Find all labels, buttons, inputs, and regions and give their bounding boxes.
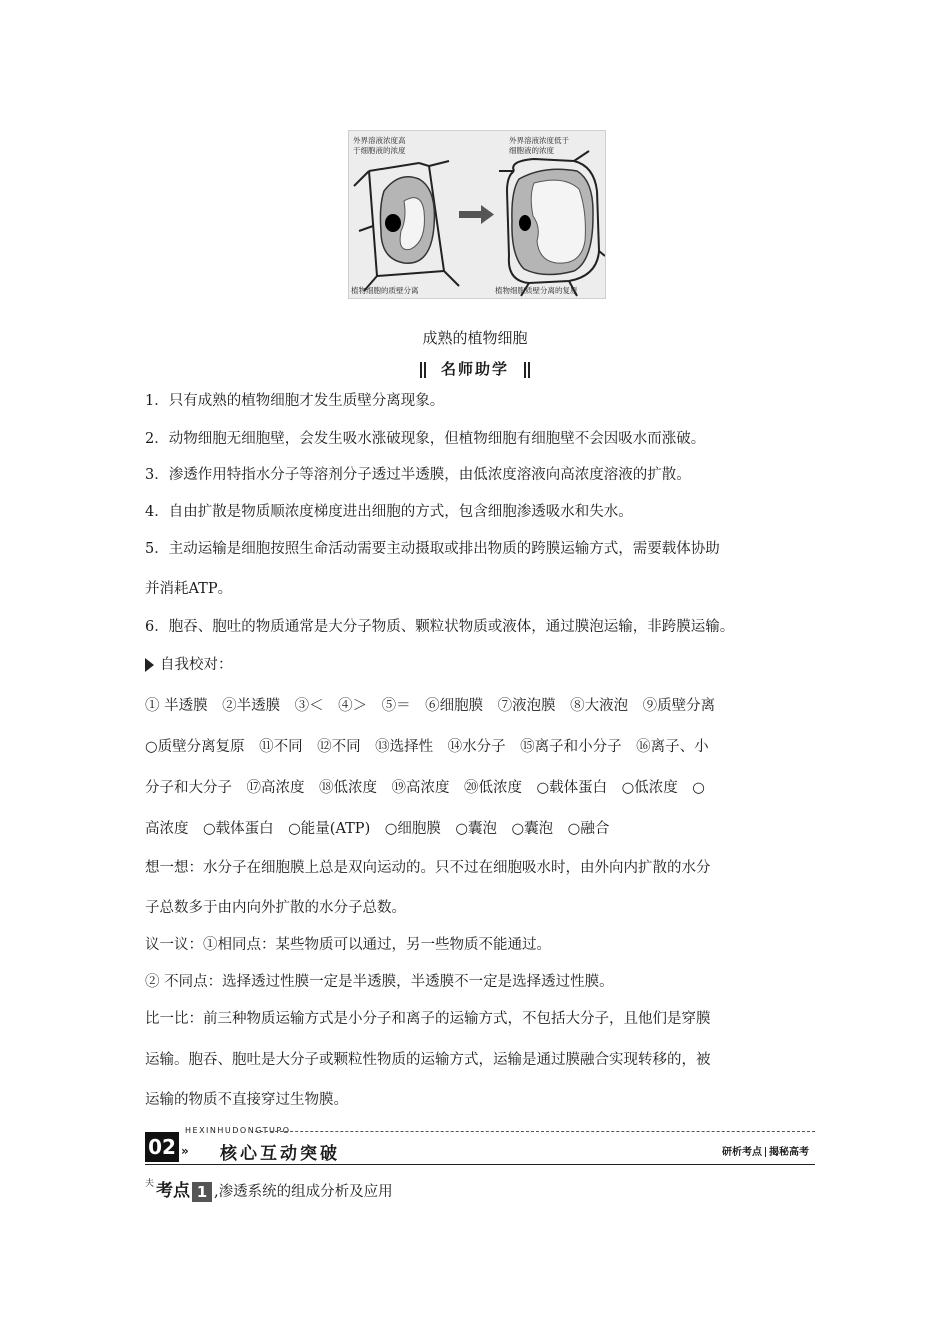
exam-point-heading xyxy=(145,1176,393,1202)
right-bottom-label: 植物细胞质壁分离的复原 xyxy=(495,286,578,295)
tip-line: 2．动物细胞无细胞壁，会发生吸水涨破现象，但植物细胞有细胞壁不会因吸水而涨破。 xyxy=(145,431,706,447)
compare-line: 比一比：前三种物质运输方式是小分子和离子的运输方式，不包括大分子，且他们是穿膜 xyxy=(145,1011,711,1027)
chapter-number: 02 xyxy=(145,1132,179,1162)
answer-line: ① 半透膜 ②半透膜 ③＜ ④＞ ⑤＝ ⑥细胞膜 ⑦液泡膜 ⑧大液泡 ⑨质壁分离 xyxy=(145,698,716,714)
tip-line: 4．自由扩散是物质顺浓度梯度进出细胞的方式，包含细胞渗透吸水和失水。 xyxy=(145,504,633,520)
compare-line: 运输的物质不直接穿过生物膜。 xyxy=(145,1092,348,1108)
chapter-header xyxy=(145,1128,815,1164)
exam-point-prefix: 夫 xyxy=(145,1179,155,1189)
chapter-subtitle-a: 研析考点 xyxy=(722,1147,762,1158)
tip-line: 6．胞吞、胞吐的物质通常是大分子物质、颗粒状物质或液体，通过膜泡运输，非跨膜运输。 xyxy=(145,619,735,635)
chapter-subtitle xyxy=(722,1143,809,1158)
exam-point-number: 1 xyxy=(192,1182,212,1202)
left-bottom-label: 植物细胞的质壁分离 xyxy=(351,286,419,295)
right-top-label-2: 细胞液的浓度 xyxy=(509,146,554,155)
double-chevron-icon: » xyxy=(181,1144,189,1158)
think-line: 想一想：水分子在细胞膜上总是双向运动的。只不过在细胞吸水时，由外向内扩散的水分 xyxy=(145,860,711,876)
tip-line: 并消耗ATP。 xyxy=(145,581,233,597)
right-top-label-1: 外界溶液浓度低于 xyxy=(509,136,569,145)
self-check-heading xyxy=(145,653,233,674)
header-underline xyxy=(145,1164,815,1165)
exam-point-label: 考点 xyxy=(156,1181,191,1201)
think-line: 子总数多于由内向外扩散的水分子总数。 xyxy=(145,900,406,916)
exam-point-text: ,渗透系统的组成分析及应用 xyxy=(214,1184,393,1200)
section-title xyxy=(0,358,950,379)
header-dashed-rule xyxy=(255,1131,815,1132)
left-top-label-2: 于细胞液的浓度 xyxy=(353,146,406,155)
answer-line: ○质壁分离复原 ⑪不同 ⑫不同 ⑬选择性 ⑭水分子 ⑮离子和小分子 ⑯离子、小 xyxy=(145,739,709,755)
tip-line: 3．渗透作用特指水分子等溶剂分子透过半透膜，由低浓度溶液向高浓度溶液的扩散。 xyxy=(145,467,691,483)
chapter-subtitle-b: 揭秘高考 xyxy=(769,1147,809,1158)
arrow-right-icon xyxy=(459,211,481,218)
tip-line: 1．只有成熟的植物细胞才发生质壁分离现象。 xyxy=(145,393,445,409)
plasmolysis-illustration xyxy=(349,131,605,298)
discuss-line: ② 不同点：选择透过性膜一定是半透膜，半透膜不一定是选择透过性膜。 xyxy=(145,974,614,990)
triangle-marker-icon xyxy=(145,658,154,672)
cell-plasmolysis-figure xyxy=(348,130,606,299)
self-check-label: 自我校对： xyxy=(160,657,233,673)
tip-line: 5．主动运输是细胞按照生命活动需要主动摄取或排出物质的跨膜运输方式，需要载体协助 xyxy=(145,541,720,557)
answer-line: 分子和大分子 ⑰高浓度 ⑱低浓度 ⑲高浓度 ⑳低浓度 ○载体蛋白 ○低浓度 ○ xyxy=(145,780,705,796)
chapter-pinyin: HEXINHUDONGTUPO xyxy=(185,1126,291,1135)
left-top-label-1: 外界溶液浓度高 xyxy=(353,136,406,145)
discuss-line: 议一议：①相同点：某些物质可以通过，另一些物质不能通过。 xyxy=(145,937,551,953)
chapter-title: 核心互动突破 xyxy=(220,1144,340,1164)
answer-line: 高浓度 ○载体蛋白 ○能量(ATP) ○细胞膜 ○囊泡 ○囊泡 ○融合 xyxy=(145,821,610,837)
figure-caption: 成熟的植物细胞 xyxy=(422,329,528,347)
compare-line: 运输。胞吞、胞吐是大分子或颗粒性物质的运输方式，运输是通过膜融合实现转移的，被 xyxy=(145,1052,711,1068)
section-title-text: 名师助学 xyxy=(440,360,509,378)
